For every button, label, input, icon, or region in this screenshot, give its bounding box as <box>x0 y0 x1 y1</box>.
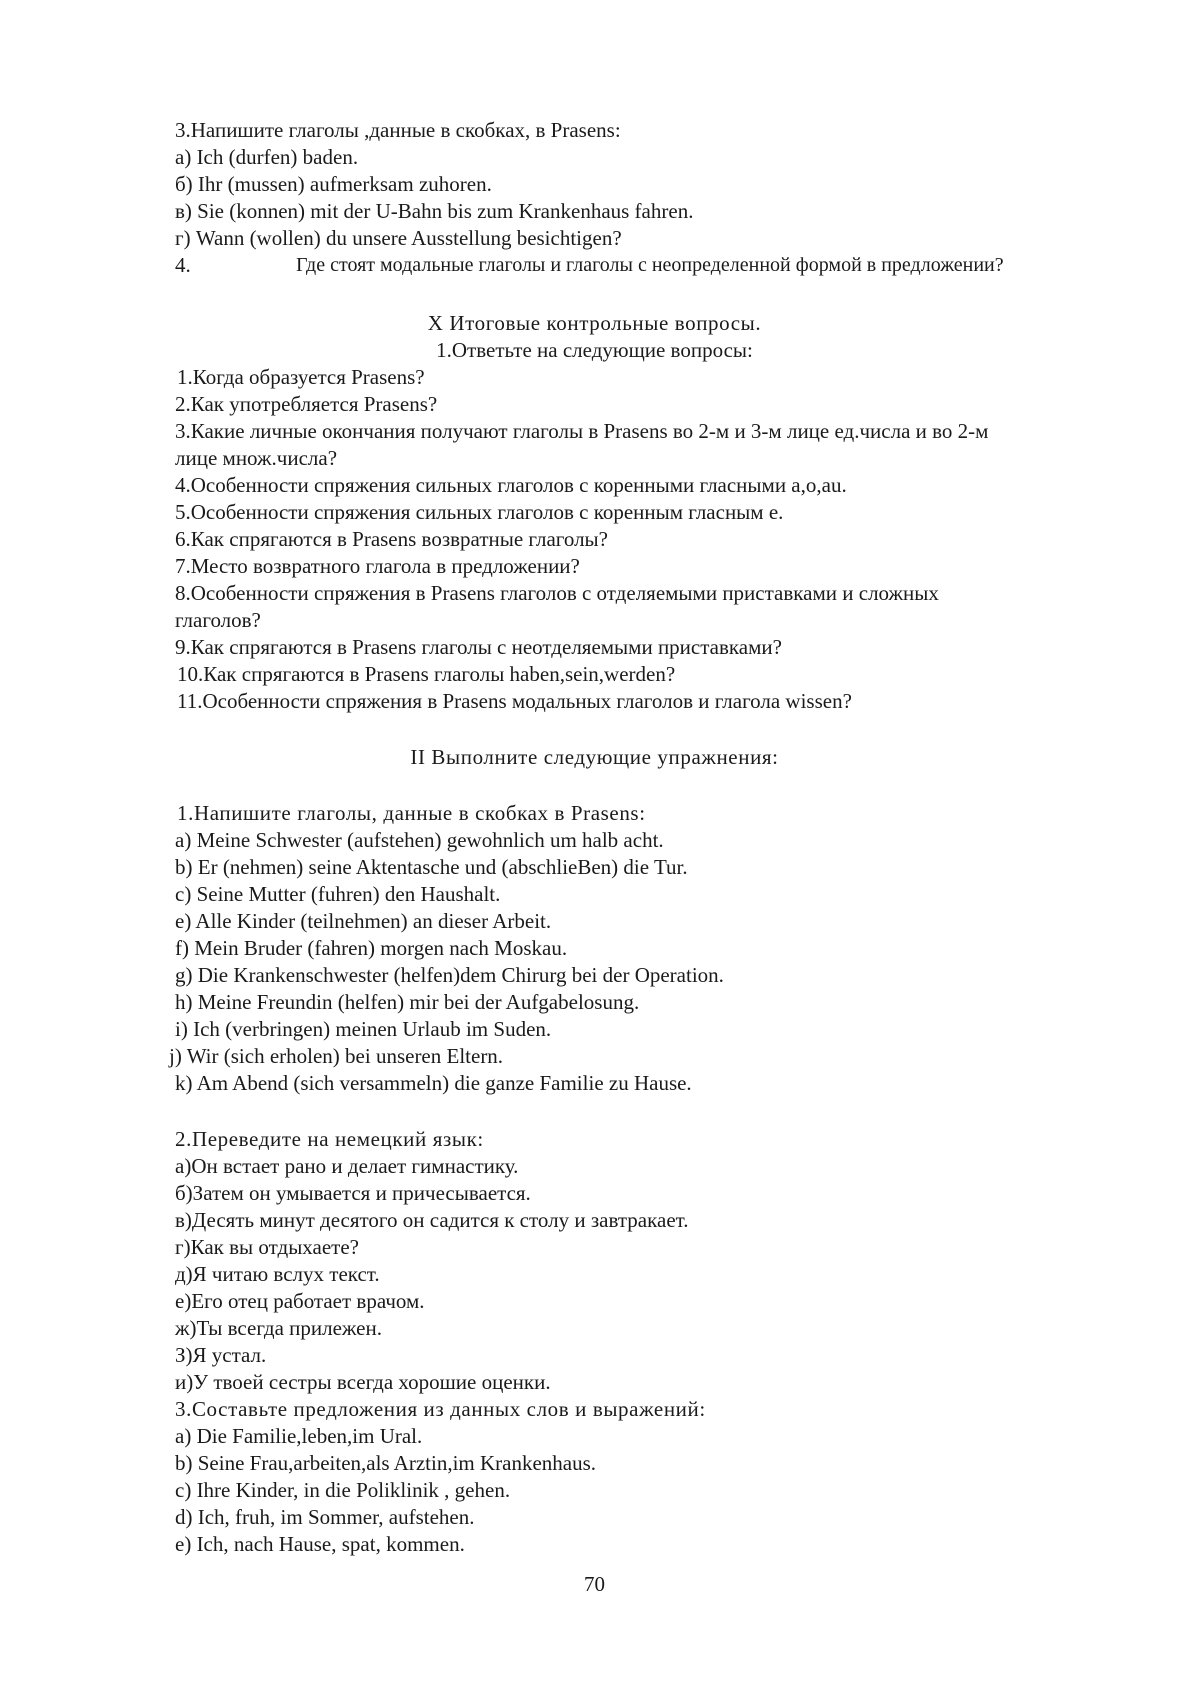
list-item: а)Он встает рано и делает гимнастику. <box>175 1154 519 1178</box>
control-subheading: 1.Ответьте на следующие вопросы: <box>436 338 753 362</box>
question-item: 4.Особенности спряжения сильных глаголов с коренными гласными a,o,au. <box>175 473 847 497</box>
list-item: а) Ich (durfen) baden. <box>175 145 359 169</box>
list-item: a) Die Familie,leben,im Ural. <box>175 1424 423 1448</box>
question-item: глаголов? <box>175 608 261 632</box>
list-item: j) Wir (sich erholen) bei unseren Eltern. <box>169 1044 504 1068</box>
exercises-heading: II Выполните следующие упражнения: <box>410 745 779 769</box>
question-item: 3.Какие личные окончания получают глаголы в Prasens во 2-м и 3-м лице ед.числа и во 2-м <box>175 419 989 443</box>
list-item: ж)Ты всегда прилежен. <box>175 1316 382 1340</box>
list-item: c) Ihre Kinder, in die Poliklinik , gehen. <box>175 1478 511 1502</box>
list-item: f) Mein Bruder (fahren) morgen nach Moskau. <box>175 936 568 960</box>
list-item: З)Я устал. <box>175 1343 267 1367</box>
list-item: в) Sie (konnen) mit der U-Bahn bis zum Krankenhaus fahren. <box>175 199 694 223</box>
question-item: 10.Как спрягаются в Prasens глаголы haben,sein,werden? <box>177 662 676 686</box>
question-item: лице множ.числа? <box>175 446 338 470</box>
question-item: 2.Как употребляется Prasens? <box>175 392 438 416</box>
list-item: g) Die Krankenschwester (helfen)dem Chirurg bei der Operation. <box>175 963 724 987</box>
question-4-number: 4. <box>175 253 191 277</box>
list-item: c) Seine Mutter (fuhren) den Haushalt. <box>175 882 501 906</box>
question-item: 11.Особенности спряжения в Prasens модальных глаголов и глагола wissen? <box>177 689 852 713</box>
list-item: б)Затем он умывается и причесывается. <box>175 1181 531 1205</box>
list-item: k) Am Abend (sich versammeln) die ganze Familie zu Hause. <box>175 1071 692 1095</box>
list-item: г) Wann (wollen) du unsere Ausstellung besichtigen? <box>175 226 622 250</box>
question-item: 7.Место возвратного глагола в предложении? <box>175 554 580 578</box>
question-4-text: Где стоят модальные глаголы и глаголы с неопределенной формой в предложении? <box>296 254 1004 276</box>
question-item: 8.Особенности спряжения в Prasens глаголов с отделяемыми приставками и сложных <box>175 581 939 605</box>
list-item: и)У твоей сестры всегда хорошие оценки. <box>175 1370 551 1394</box>
list-item: b) Seine Frau,arbeiten,als Arztin,im Krankenhaus. <box>175 1451 597 1475</box>
list-item: в)Десять минут десятого он садится к столу и завтракает. <box>175 1208 689 1232</box>
exercise-3-title: 3.Составьте предложения из данных слов и выражений: <box>175 1397 706 1421</box>
section-top-title: 3.Напишите глаголы ,данные в скобках, в Prasens: <box>175 118 621 142</box>
list-item: i) Ich (verbringen) meinen Urlaub im Suden. <box>175 1017 552 1041</box>
list-item: e) Alle Kinder (teilnehmen) an dieser Arbeit. <box>175 909 552 933</box>
exercise-1-title: 1.Напишите глаголы, данные в скобках в Prasens: <box>177 801 646 825</box>
question-item: 5.Особенности спряжения сильных глаголов с коренным гласным e. <box>175 500 784 524</box>
question-item: 9.Как спрягаются в Prasens глаголы с неотделяемыми приставками? <box>175 635 782 659</box>
question-item: 1.Когда образуется Prasens? <box>177 365 425 389</box>
list-item: h) Meine Freundin (helfen) mir bei der Aufgabelosung. <box>175 990 640 1014</box>
question-item: 6.Как спрягаются в Prasens возвратные глаголы? <box>175 527 608 551</box>
list-item: д)Я читаю вслух текст. <box>175 1262 380 1286</box>
control-heading: X Итоговые контрольные вопросы. <box>427 311 762 335</box>
page-number: 70 <box>584 1572 605 1596</box>
list-item: е)Его отец работает врачом. <box>175 1289 425 1313</box>
list-item: б) Ihr (mussen) aufmerksam zuhoren. <box>175 172 492 196</box>
list-item: d) Ich, fruh, im Sommer, aufstehen. <box>175 1505 475 1529</box>
list-item: b) Er (nehmen) seine Aktentasche und (abschlieBen) die Tur. <box>175 855 688 879</box>
list-item: г)Как вы отдыхаете? <box>175 1235 359 1259</box>
exercise-2-title: 2.Переведите на немецкий язык: <box>175 1127 484 1151</box>
list-item: a) Meine Schwester (aufstehen) gewohnlich um halb acht. <box>175 828 664 852</box>
list-item: e) Ich, nach Hause, spat, kommen. <box>175 1532 465 1556</box>
